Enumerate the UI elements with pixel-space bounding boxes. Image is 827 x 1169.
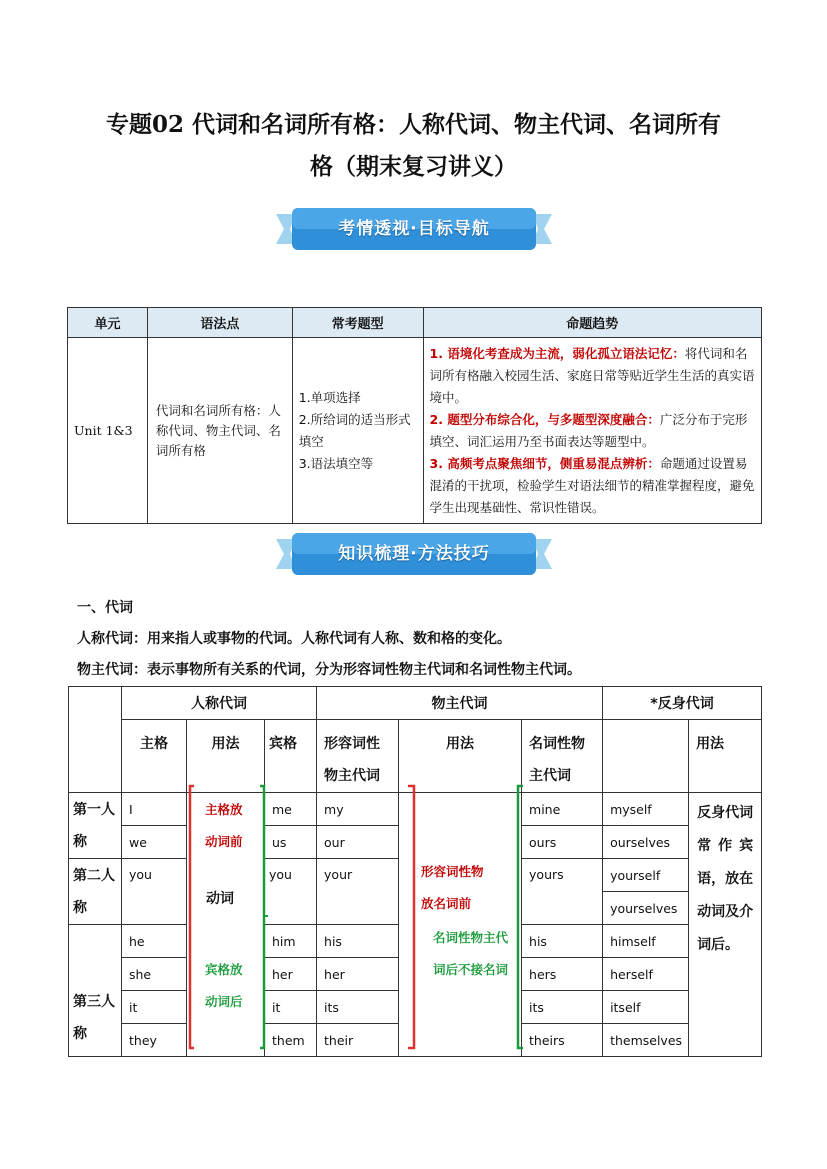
- row-label-second: 第二人称: [69, 859, 122, 925]
- header-possessive: 物主代词: [317, 687, 603, 720]
- subject-cell: they: [122, 1024, 187, 1057]
- trend-item-1: 1. 语境化考查成为主流，弱化孤立语法记忆：将代词和名词所有格融入校园生活、家庭日常等贴近学生生活的真实语境中。: [429, 345, 755, 405]
- note-adj-usage: 形容词性物放名词前: [421, 864, 484, 911]
- question-type-item: 2.所给词的适当形式填空: [298, 411, 411, 449]
- adj-cell: my: [317, 793, 399, 826]
- question-type-item: 3.语法填空等: [298, 455, 374, 471]
- group-header-row: [69, 687, 762, 720]
- object-cell: us: [265, 826, 317, 859]
- grammar-point-cell: 代词和名词所有格：人称代词、物主代词、名词所有格: [147, 338, 292, 524]
- unit-cell: Unit 1&3: [68, 338, 148, 524]
- header-reflexive: *反身代词: [603, 687, 762, 720]
- header-object: 宾格: [265, 720, 317, 793]
- header-usage-2: 用法: [399, 720, 522, 793]
- adj-cell: our: [317, 826, 399, 859]
- subject-cell: you: [122, 859, 187, 925]
- note-object-usage: 宾格放动词后: [205, 962, 243, 1009]
- row-label-third: 第三人称: [69, 925, 122, 1057]
- trend-item-2: 2. 题型分布综合化，与多题型深度融合：广泛分布于完形填空、词汇运用乃至书面表达等题型中。: [429, 411, 748, 449]
- adj-cell: its: [317, 991, 399, 1024]
- adj-cell: their: [317, 1024, 399, 1057]
- note-subject-usage: 主格放动词前: [205, 802, 243, 849]
- object-cell: them: [265, 1024, 317, 1057]
- header-question-type: 常考题型: [292, 308, 423, 338]
- noun-cell: yours: [522, 859, 603, 925]
- subject-cell: he: [122, 925, 187, 958]
- reflexive-cell: yourselves: [603, 892, 689, 925]
- trend-cell: [423, 338, 761, 524]
- question-type-cell: [292, 338, 423, 524]
- personal-pronoun-definition: 人称代词：用来指人或事物的代词。人称代词有人称、数和格的变化。: [77, 631, 511, 647]
- adj-cell: her: [317, 958, 399, 991]
- header-usage-1: 用法: [187, 720, 265, 793]
- object-cell: her: [265, 958, 317, 991]
- object-cell: it: [265, 991, 317, 1024]
- adj-cell: his: [317, 925, 399, 958]
- noun-cell: ours: [522, 826, 603, 859]
- question-type-item: 1.单项选择: [298, 389, 361, 405]
- reflexive-cell: myself: [603, 793, 689, 826]
- adj-cell: your: [317, 859, 399, 925]
- banner-text: 知识梳理·方法技巧: [338, 544, 490, 564]
- subject-cell: I: [122, 793, 187, 826]
- reflexive-cell: herself: [603, 958, 689, 991]
- exam-trend-table: [67, 307, 762, 524]
- noun-cell: hers: [522, 958, 603, 991]
- noun-cell: its: [522, 991, 603, 1024]
- subject-cell: we: [122, 826, 187, 859]
- banner-text: 考情透视·目标导航: [338, 219, 490, 239]
- title-line-2: 格（期末复习讲义）: [310, 153, 517, 180]
- banner-exam-overview: [276, 206, 552, 252]
- table-header-row: [68, 308, 762, 338]
- reflexive-cell: itself: [603, 991, 689, 1024]
- page-title: [60, 104, 767, 188]
- noun-cell: his: [522, 925, 603, 958]
- table-row: [69, 793, 762, 826]
- reflexive-cell: themselves: [603, 1024, 689, 1057]
- note-noun-usage: 名词性物主代词后不接名词: [433, 930, 509, 977]
- table-row: [68, 338, 762, 524]
- sub-header-row: [69, 720, 762, 793]
- header-adj-possessive: 形容词性物主代词: [317, 720, 399, 793]
- note-verb: 动词: [206, 891, 234, 907]
- header-personal: 人称代词: [122, 687, 317, 720]
- corner-cell: [69, 687, 122, 793]
- header-trend: 命题趋势: [423, 308, 761, 338]
- title-line-1: 专题02 代词和名词所有格：人称代词、物主代词、名词所有: [105, 111, 721, 138]
- section-heading: 一、代词: [77, 600, 133, 616]
- banner-knowledge: [276, 531, 552, 577]
- noun-cell: theirs: [522, 1024, 603, 1057]
- subject-cell: she: [122, 958, 187, 991]
- row-label-first: 第一人称: [69, 793, 122, 859]
- reflexive-cell: himself: [603, 925, 689, 958]
- header-unit: 单元: [68, 308, 148, 338]
- header-grammar: 语法点: [147, 308, 292, 338]
- subject-cell: it: [122, 991, 187, 1024]
- object-cell: you: [265, 859, 317, 925]
- header-subject: 主格: [122, 720, 187, 793]
- reflexive-usage-cell: 反身代词常作宾语，放在动词及介词后。: [689, 793, 762, 1057]
- noun-cell: mine: [522, 793, 603, 826]
- pronoun-table: [68, 686, 762, 1057]
- header-noun-possessive: 名词性物主代词: [522, 720, 603, 793]
- object-cell: him: [265, 925, 317, 958]
- trend-item-3: 3. 高频考点聚焦细节，侧重易混点辨析：命题通过设置易混淆的干扰项，检验学生对语法细节的精准掌握程度，避免学生出现基础性、常识性错误。: [429, 455, 755, 515]
- object-cell: me: [265, 793, 317, 826]
- possessive-pronoun-definition: 物主代词：表示事物所有关系的代词，分为形容词性物主代词和名词性物主代词。: [77, 662, 581, 678]
- header-reflexive-blank: [603, 720, 689, 793]
- reflexive-cell: yourself: [603, 859, 689, 892]
- reflexive-cell: ourselves: [603, 826, 689, 859]
- header-usage-3: 用法: [689, 720, 762, 793]
